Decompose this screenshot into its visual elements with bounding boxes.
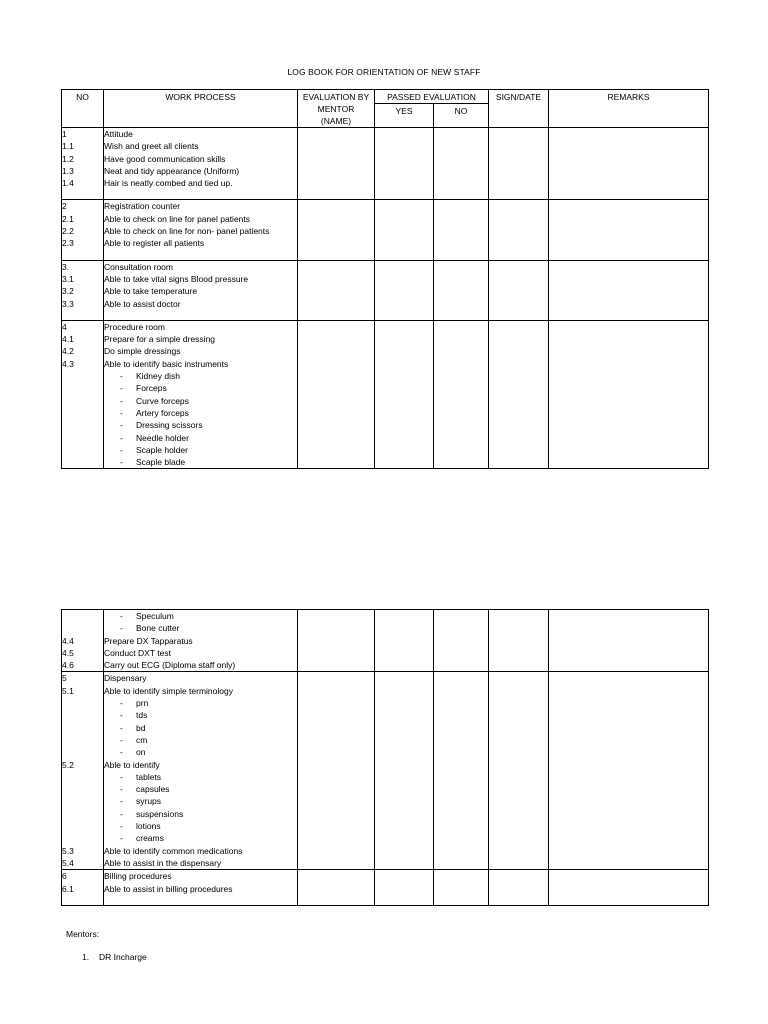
yes-cell[interactable] [375,260,434,320]
bullet-dash: - [120,710,123,721]
evaluation-cell[interactable] [298,200,375,260]
item-number: 2.3 [62,238,74,249]
work-process-item: Able to check on line for non- panel patients [104,226,270,237]
section-row [62,128,709,200]
item-number [62,771,103,783]
sub-item [104,697,297,709]
item-number-cell [62,200,104,260]
item-number: 5.4 [62,857,74,868]
item-number: 5 [62,673,67,684]
sub-item [104,622,297,634]
remarks-cell[interactable] [549,870,709,906]
remarks-cell[interactable] [549,320,709,469]
sub-item-text: tds [136,710,148,721]
section-row [62,610,709,672]
sub-item-text: bd [136,722,146,733]
sub-item-text: Forceps [136,383,167,394]
item-number [62,808,103,820]
remarks-cell[interactable] [549,260,709,320]
work-process-cell [104,672,298,870]
sign-date-cell[interactable] [489,260,549,320]
sub-item [104,820,297,832]
item-number: 5.1 [62,685,74,696]
item-number: 6.1 [62,883,74,894]
item-number: 3.2 [62,286,74,297]
evaluation-cell[interactable] [298,610,375,672]
item-number [62,795,103,807]
bullet-dash: - [120,821,123,832]
mentor-index: 1. [82,952,90,962]
work-process-item: Able to check on line for panel patients [104,213,251,224]
work-process-cell [104,200,298,260]
item-number: 4.5 [62,647,74,658]
work-process-cell [104,128,298,200]
sub-item-text: suspensions [136,808,184,819]
evaluation-cell[interactable] [298,870,375,906]
work-process-item: Prepare DX Tapparatus [104,635,193,646]
header-work-process: WORK PROCESS [104,90,298,128]
item-number [62,432,103,444]
bullet-dash: - [120,383,123,394]
item-number [62,746,103,758]
remarks-cell[interactable] [549,610,709,672]
item-number: 6 [62,871,67,882]
bullet-dash: - [120,444,123,455]
sub-item [104,808,297,820]
item-number: 5.3 [62,845,74,856]
work-process-item: Able to take vital signs Blood pressure [104,273,249,284]
yes-cell[interactable] [375,870,434,906]
work-process-item: Able to assist doctor [104,298,181,309]
item-number [62,820,103,832]
header-sign-date: SIGN/DATE [489,90,549,128]
item-number [62,610,103,622]
header-passed-evaluation: PASSED EVALUATION [375,90,489,104]
work-process-item: Conduct DXT test [104,647,171,658]
item-number-cell [62,260,104,320]
sub-item-text: Curve forceps [136,395,189,406]
sub-item [104,722,297,734]
sub-item-text: Bone cutter [136,623,180,634]
work-process-item: Hair is neatly combed and tied up. [104,178,233,189]
yes-cell[interactable] [375,200,434,260]
bullet-dash: - [120,808,123,819]
yes-cell[interactable] [375,672,434,870]
no-cell[interactable] [434,610,489,672]
yes-cell[interactable] [375,128,434,200]
bullet-dash: - [120,784,123,795]
item-number: 3.1 [62,273,74,284]
item-number: 4 [62,321,67,332]
work-process-item: Neat and tidy appearance (Uniform) [104,165,240,176]
section-row [62,200,709,260]
sub-item [104,419,297,431]
mentor-name: DR Incharge [99,952,147,962]
evaluation-cell[interactable] [298,128,375,200]
sub-item [104,395,297,407]
sub-item-text: Dressing scissors [136,420,203,431]
sub-item [104,771,297,783]
work-process-cell [104,870,298,906]
sub-item-text: lotions [136,821,161,832]
sub-item-text: Speculum [136,611,174,621]
evaluation-cell[interactable] [298,260,375,320]
item-number [62,456,103,468]
item-number-cell [62,128,104,200]
sign-date-cell[interactable] [489,200,549,260]
work-process-item: Able to assist in billing procedures [104,883,233,894]
sub-item [104,734,297,746]
evaluation-cell[interactable] [298,320,375,469]
item-number: 1.3 [62,165,74,176]
item-number-cell [62,320,104,469]
no-cell[interactable] [434,200,489,260]
item-number [62,783,103,795]
item-number: 1 [62,129,67,139]
section-row [62,320,709,469]
bullet-dash: - [120,734,123,745]
item-number-cell [62,610,104,672]
item-number: 4.4 [62,635,74,646]
bullet-dash: - [120,407,123,418]
yes-cell[interactable] [375,320,434,469]
item-number: 2.1 [62,213,74,224]
log-table-page-2 [61,609,709,906]
item-number [62,395,103,407]
remarks-cell[interactable] [549,672,709,870]
item-number [62,419,103,431]
sub-item-text: Kidney dish [136,371,180,382]
work-process-item: Do simple dressings [104,346,181,357]
bullet-dash: - [120,747,123,758]
no-cell[interactable] [434,320,489,469]
item-number [62,622,103,634]
header-no-col: NO [434,104,489,128]
header-yes: YES [375,104,434,128]
sub-item [104,709,297,721]
section-row [62,870,709,906]
work-process-item: Able to identify basic instruments [104,358,229,369]
work-process-item: Able to identify common medications [104,845,243,856]
remarks-cell[interactable] [549,128,709,200]
bullet-dash: - [120,371,123,382]
work-process-item: Able to identify [104,759,160,770]
sub-item-text: tablets [136,771,162,782]
header-remarks: REMARKS [549,90,709,128]
work-process-item: Consultation room [104,261,173,272]
bullet-dash: - [120,623,123,634]
item-number [62,734,103,746]
item-number: 3.3 [62,298,74,309]
sub-item-text: syrups [136,796,162,807]
mentor-list-item [82,952,147,962]
sign-date-cell[interactable] [489,320,549,469]
work-process-cell [104,260,298,320]
work-process-cell [104,610,298,672]
item-number: 1.2 [62,153,74,164]
section-row [62,672,709,870]
mentors-label: Mentors: [66,929,100,939]
sub-item [104,795,297,807]
sign-date-cell[interactable] [489,870,549,906]
bullet-dash: - [120,698,123,709]
no-cell[interactable] [434,128,489,200]
item-number-cell [62,870,104,906]
item-number: 1.4 [62,178,74,189]
item-number-cell [62,672,104,870]
work-process-item: Registration counter [104,201,181,212]
sub-item [104,382,297,394]
header-evaluation-by-mentor: EVALUATION BY MENTOR (NAME) [298,90,375,128]
sub-item-text: cm [136,734,148,745]
sub-item [104,746,297,758]
item-number: 4.3 [62,358,74,369]
sign-date-cell[interactable] [489,128,549,200]
evaluation-cell[interactable] [298,672,375,870]
bullet-dash: - [120,796,123,807]
sub-item [104,456,297,468]
bullet-dash: - [120,833,123,844]
sub-item [104,783,297,795]
log-table-page-1 [61,89,709,469]
bullet-dash: - [120,611,123,621]
item-number: 4.6 [62,660,74,671]
yes-cell[interactable] [375,610,434,672]
sub-item [104,407,297,419]
sub-item-text: Needle holder [136,432,189,443]
section-row [62,260,709,320]
item-number: 3. [62,261,70,272]
work-process-item: Attitude [104,129,133,139]
remarks-cell[interactable] [549,200,709,260]
work-process-item: Billing procedures [104,871,172,882]
item-number: 4.2 [62,346,74,357]
no-cell[interactable] [434,672,489,870]
sign-date-cell[interactable] [489,610,549,672]
sub-item-text: Scaple blade [136,457,186,468]
sub-item-text: on [136,747,146,758]
bullet-dash: - [120,771,123,782]
item-number [62,709,103,721]
work-process-item: Able to assist in the dispensary [104,857,222,868]
item-number [62,382,103,394]
sub-item [104,370,297,382]
work-process-item: Prepare for a simple dressing [104,334,216,345]
sub-item [104,444,297,456]
bullet-dash: - [120,457,123,468]
bullet-dash: - [120,420,123,431]
work-process-cell [104,320,298,469]
sub-item-text: prn [136,698,149,709]
bullet-dash: - [120,432,123,443]
item-number [62,832,103,844]
item-number: 1.1 [62,141,74,152]
work-process-item: Wish and greet all clients [104,141,199,152]
item-number: 2.2 [62,226,74,237]
sub-item [104,832,297,844]
header-no: NO [62,90,104,128]
sign-date-cell[interactable] [489,672,549,870]
item-number: 4.1 [62,334,74,345]
item-number [62,370,103,382]
work-process-item: Able to take temperature [104,286,198,297]
item-number: 5.2 [62,759,74,770]
work-process-item: Procedure room [104,321,165,332]
sub-item-text: Artery forceps [136,407,189,418]
bullet-dash: - [120,722,123,733]
sub-item [104,432,297,444]
sub-item-text: creams [136,833,164,844]
item-number: 2 [62,201,67,212]
work-process-item: Able to identify simple terminology [104,685,233,696]
item-number [62,407,103,419]
work-process-item: Able to register all patients [104,238,205,249]
no-cell[interactable] [434,260,489,320]
item-number [62,697,103,709]
no-cell[interactable] [434,870,489,906]
sub-item [104,610,297,622]
bullet-dash: - [120,395,123,406]
work-process-item: Carry out ECG (Diploma staff only) [104,660,236,671]
item-number [62,444,103,456]
item-number [62,722,103,734]
document-title: LOG BOOK FOR ORIENTATION OF NEW STAFF [287,67,481,77]
sub-item-text: capsules [136,784,170,795]
sub-item-text: Scaple holder [136,444,188,455]
work-process-item: Dispensary [104,673,147,684]
work-process-item: Have good communication skills [104,153,226,164]
